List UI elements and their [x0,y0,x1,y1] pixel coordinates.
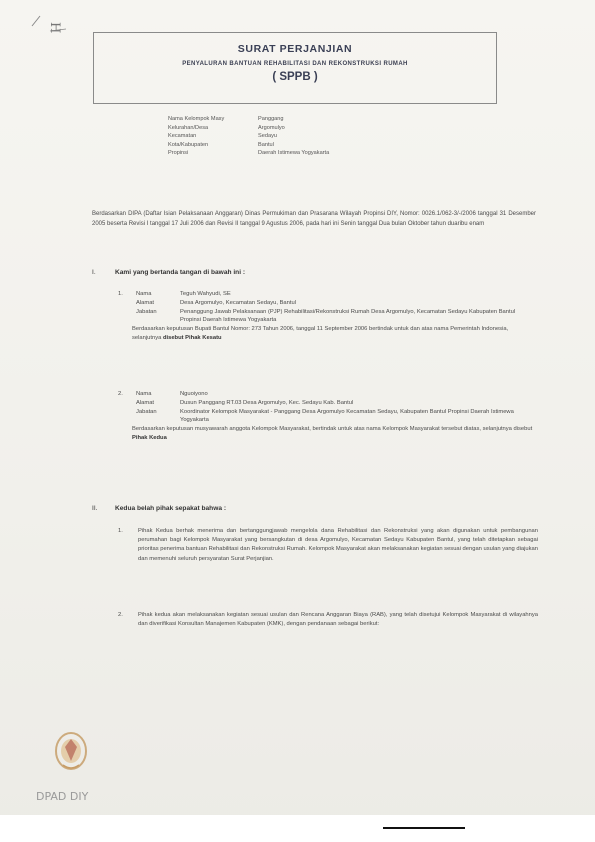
party-2-block [118,390,538,443]
party-row: 2. Nama Nguoiyono [118,391,208,397]
identity-block [168,115,329,158]
archive-seal-logo [52,727,90,773]
agreement-item: 2. Pihak kedua akan melaksanakan kegiatan sesuai usulan dan Rencana Anggaran Biaya (RAB), yang telah disetujui Kelompok Masyarakat di wilayahnya dan diverifikasi Konsultan Manajemen Kabupaten (KMK), dengan pendanaan sebagai berikut: [118,612,538,628]
document-abbreviation: ( SPPB ) [272,71,318,83]
handwritten-margin-mark [30,12,70,34]
identity-row: Kelurahan/Desa Argomulyo [168,124,285,131]
svg-text:H: H [47,22,62,34]
identity-row: Propinsi Daerah Istimewa Yogyakarta [168,150,330,157]
party-1-block [118,290,538,343]
intro-paragraph: Berdasarkan DIPA (Daftar Isian Pelaksanaan Anggaran) Dinas Permukiman dan Prasarana Wilayah Propinsi DIY, Nomor: 0026.1/062-3/-/2006 tanggal 31 Desember 2005 beserta Revisi I tanggal 17 Juli 2006 dan Revisi II tanggal 9 Agustus 2006, pada hari ini Senin tanggal Dua bulan Oktober tahun duaribu enam [92,211,536,227]
identity-row: Kecamatan Sedayu [168,133,277,140]
identity-row: Kota/Kabupaten Bantul [168,141,274,148]
party-row: Alamat Desa Argomulyo, Kecamatan Sedayu, Bantul [136,299,297,306]
section-2-heading: II. Kedua belah pihak sepakat bahwa : [92,505,227,512]
agreement-item: 1. Pihak Kedua berhak menerima dan bertanggungjawab mengelola dana Rehabilitasi dan Rekonstruksi yang akan digunakan untuk pembangunan perumahan bagi Kelompok Masyarakat yang bersangkutan di desa Argomulyo, Kecamatan Sedayu Kabupaten Bantul, yang telah ditetapkan sebagai prioritas penerima bantuan Rehabilitasi dan Rekonstruksi Rumah. Kelompok Masyarakat akan melaksanakan kegiatan sesuai dengan usulan yang diajukan dan memenuhi seluruh persyaratan Surat Perjanjian. [118,528,538,562]
party-2-note: Berdasarkan keputusan musyawarah anggota Kelompok Masyarakat, bertindak untuk atas nama Kelompok Masyarakat tersebut diatas, selanjutnya disebut Pihak Kedua [132,426,533,441]
signature-line [383,827,465,829]
party-1-note: Berdasarkan keputusan Bupati Bantul Nomor: 273 Tahun 2006, tanggal 11 September 2006 bertindak untuk dan atas nama Pemerintah Indonesia, selanjutnya disebut Pihak Kesatu [132,326,509,341]
party-row: Jabatan Penanggung Jawab Pelaksanaan (PJP) Rehabilitasi/Rekonstruksi Rumah Desa Argomulyo, Kecamatan Sedayu Kabupaten Bantul Propinsi Daerah Istimewa Yogyakarta [136,308,516,324]
section-1-heading: I. Kami yang bertanda tangan di bawah ini : [92,269,246,276]
party-row: 1. Nama Teguh Wahyudi, SE [118,291,231,297]
watermark-text: DPAD DIY [36,790,89,803]
party-row: Alamat Dusun Panggang RT.03 Desa Argomulyo, Kec. Sedayu Kab. Bantul [136,399,354,406]
identity-row: Nama Kelompok Masy Panggang [168,116,284,122]
document-subtitle: PENYALURAN BANTUAN REHABILITASI DAN REKONSTRUKSI RUMAH [182,61,408,67]
document-title: SURAT PERJANJIAN [237,43,353,55]
party-row: Jabatan Koordinator Kelompok Masyarakat - Panggang Desa Argomulyo Kecamatan Sedayu, Kabupaten Bantul Propinsi Daerah Istimewa Yogyakarta [136,408,514,424]
title-box [93,32,497,104]
scan-bottom-margin [0,815,595,842]
